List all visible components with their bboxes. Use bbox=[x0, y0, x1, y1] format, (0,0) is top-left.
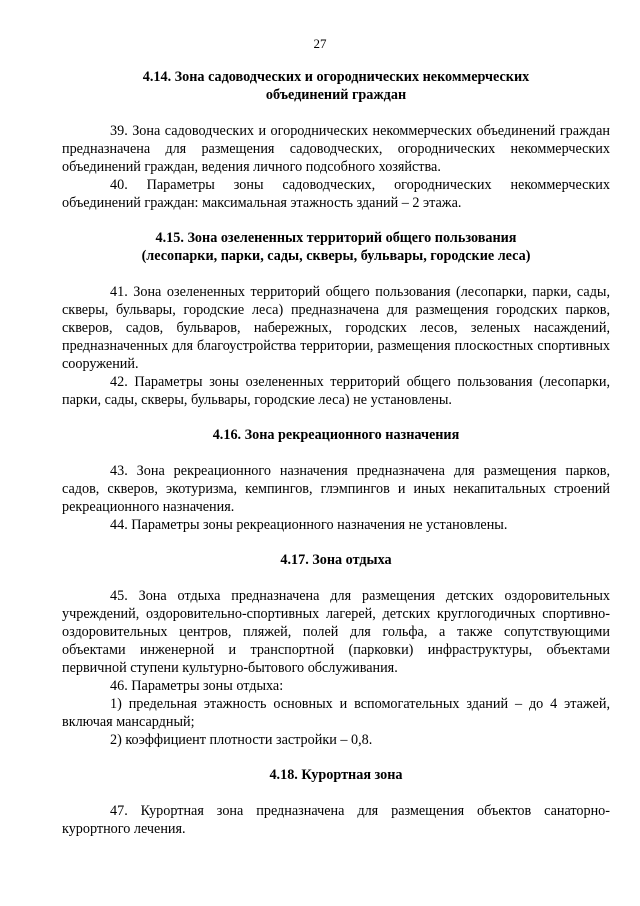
section-4-15 bbox=[62, 229, 610, 409]
paragraph-42: 42. Параметры зоны озелененных территорий общего пользования (лесопарки, парки, сады, скверы, бульвары, городские леса) не установлены. bbox=[62, 374, 610, 408]
section-heading bbox=[62, 229, 610, 265]
paragraph-40: 40. Параметры зоны садоводческих, огороднических некоммерческих объединений граждан: максимальная этажность зданий – 2 этажа. bbox=[62, 177, 610, 211]
paragraph-47: 47. Курортная зона предназначена для размещения объектов санаторно-курортного лечения. bbox=[62, 803, 610, 837]
paragraph-41: 41. Зона озелененных территорий общего пользования (лесопарки, парки, сады, скверы, бульвары, городские леса) предназначена для размещения городских парков, скверов, садов, бульваров, набережных, городских лесов, зеленых насаждений, предназначенных для благоустройства территории, размещения плоскостных спортивных сооружений. bbox=[62, 284, 610, 372]
heading-line: (лесопарки, парки, сады, скверы, бульвары, городские леса) bbox=[141, 248, 531, 264]
page-number: 27 bbox=[313, 36, 327, 51]
section-heading: 4.17. Зона отдыха bbox=[280, 552, 392, 568]
section-4-17 bbox=[62, 551, 610, 749]
section-heading: 4.16. Зона рекреационного назначения bbox=[212, 427, 460, 443]
heading-line: объединений граждан bbox=[265, 87, 407, 103]
document-content bbox=[62, 68, 610, 838]
heading-line: 4.14. Зона садоводческих и огороднических некоммерческих bbox=[142, 69, 530, 85]
heading-line: 4.15. Зона озелененных территорий общего пользования bbox=[155, 230, 517, 246]
section-4-18 bbox=[62, 766, 610, 838]
list-item-2: 2) коэффициент плотности застройки – 0,8. bbox=[110, 732, 373, 748]
paragraph-46: 46. Параметры зоны отдыха: bbox=[110, 678, 284, 694]
section-heading: 4.18. Курортная зона bbox=[269, 767, 403, 783]
paragraph-44: 44. Параметры зоны рекреационного назначения не установлены. bbox=[110, 517, 508, 533]
section-4-16 bbox=[62, 426, 610, 534]
paragraph-45: 45. Зона отдыха предназначена для размещения детских оздоровительных учреждений, оздоровительно-спортивных лагерей, детских круглогодичных спортивно-оздоровительных центров, пляжей, полей для гольфа, а также сопутствующими объектами инженерной и транспортной (парковки) инфраструктуры, объектами первичной ступени культурно-бытового обслуживания. bbox=[62, 588, 610, 676]
list-item-1: 1) предельная этажность основных и вспомогательных зданий – до 4 этажей, включая мансардный; bbox=[62, 696, 610, 730]
section-heading bbox=[62, 68, 610, 104]
paragraph-39: 39. Зона садоводческих и огороднических некоммерческих объединений граждан предназначена для размещения садоводческих, огороднических некоммерческих объединений граждан, ведения личного подсобного хозяйства. bbox=[62, 123, 610, 175]
paragraph-43: 43. Зона рекреационного назначения предназначена для размещения парков, садов, скверов, экотуризма, кемпингов, глэмпингов и иных некапитальных строений рекреационного назначения. bbox=[62, 463, 610, 515]
section-4-14 bbox=[62, 68, 610, 212]
